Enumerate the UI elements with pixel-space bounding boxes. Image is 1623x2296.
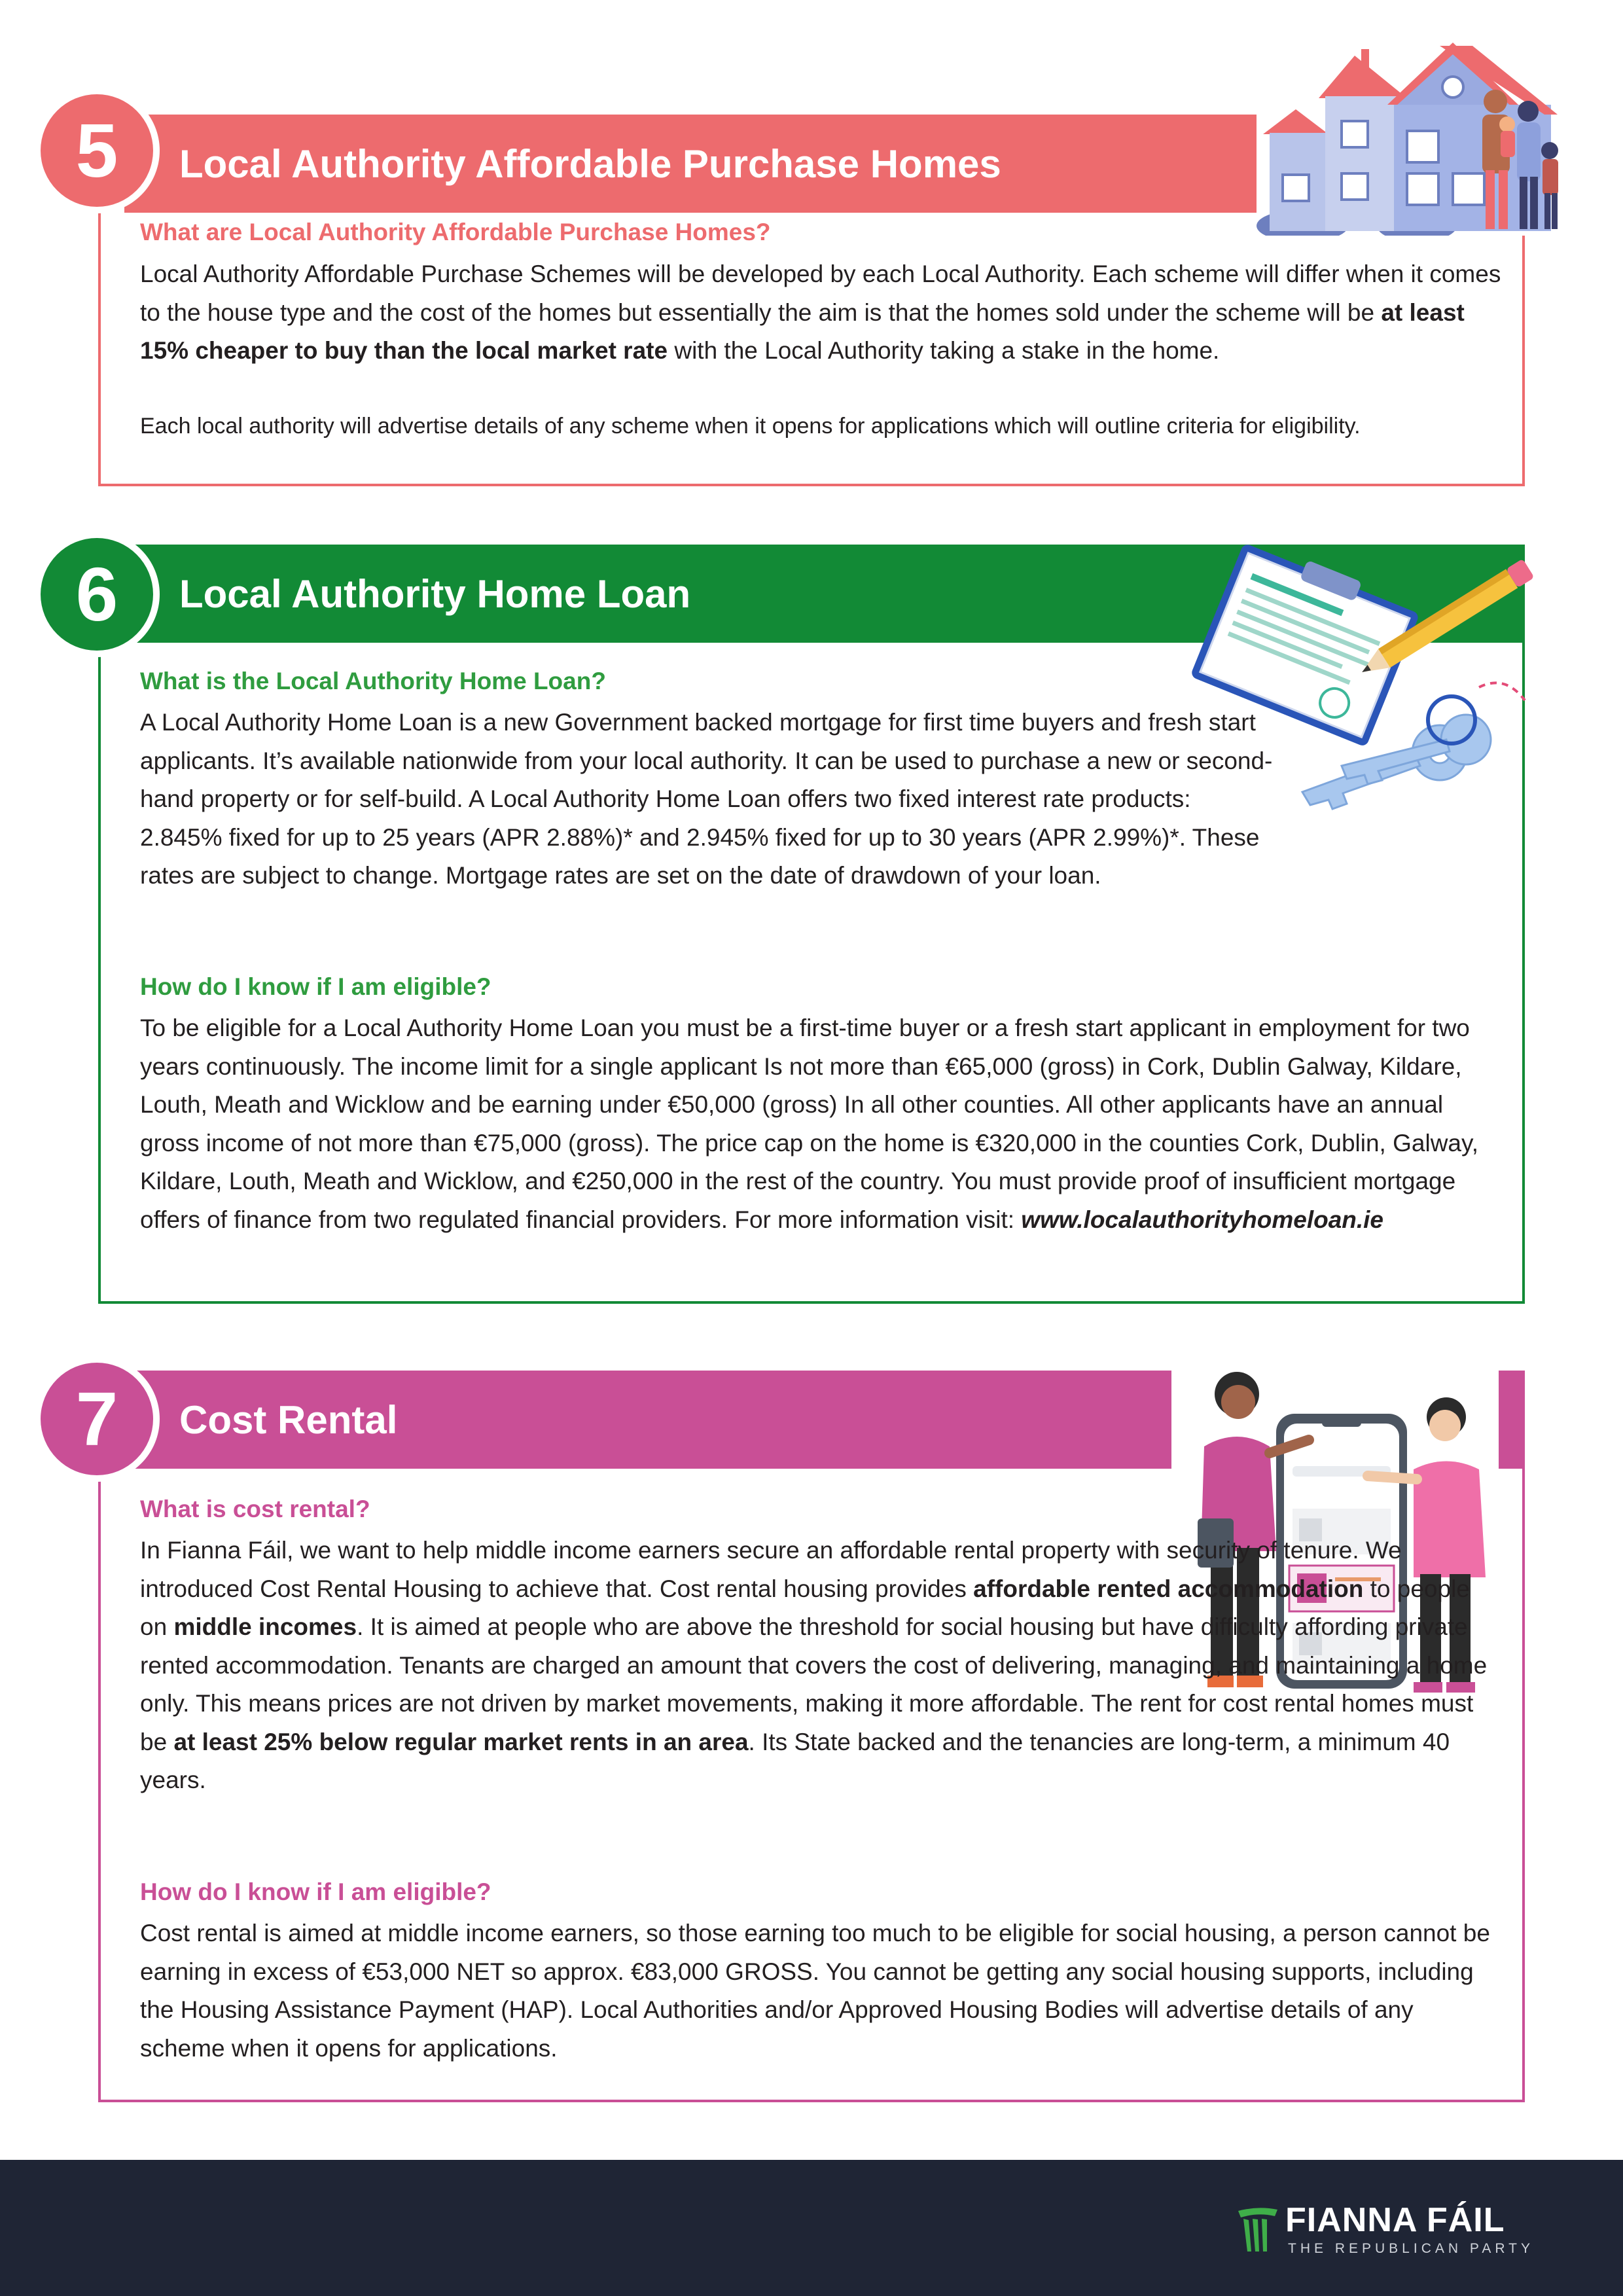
family-house-illustration: [1257, 36, 1571, 236]
section-5-question: What are Local Authority Affordable Purchase Homes?: [140, 219, 771, 245]
section-6-paragraph-what: A Local Authority Home Loan is a new Government backed mortgage for first time buyers and fresh start applicants. It’s available nationwide from your local authority. It can be used to purchase a new or second-hand property or for self-build. A Local Authority Home Loan offers two fixed interest rate products: 2.845% fixed for up to 25 years (APR 2.88%)* and 2.945% fixed for up to 30 years (APR 2.99%)*. These rates are subject to change. Mortgage rates are set on the date of drawdown of your loan.: [140, 709, 1273, 889]
section-6-number-badge: 6: [41, 538, 153, 651]
logo-party-name: FIANNA FÁIL: [1285, 2201, 1505, 2239]
section-5-banner: [124, 115, 1276, 213]
section-6-question-what: What is the Local Authority Home Loan?: [140, 668, 606, 694]
section-7-number-badge: 7: [41, 1363, 153, 1475]
section-7-question-eligible: How do I know if I am eligible?: [140, 1878, 491, 1905]
section-6-title: Local Authority Home Loan: [179, 571, 691, 616]
logo-tagline: THE REPUBLICAN PARTY: [1288, 2241, 1534, 2256]
section-5-note: Each local authority will advertise details of any scheme when it opens for applications which will outline criteria for eligibility.: [140, 414, 1361, 439]
section-7-question-what: What is cost rental?: [140, 1496, 370, 1522]
section-5-title: Local Authority Affordable Purchase Homes: [179, 141, 1001, 186]
section-5-number-badge: 5: [41, 94, 153, 207]
page-footer: [0, 2160, 1623, 2296]
party-logo-icon: [1238, 2206, 1279, 2253]
section-7-title: Cost Rental: [179, 1397, 398, 1442]
section-7-paragraph-eligible: Cost rental is aimed at middle income earners, so those earning too much to be eligible for social housing, a person cannot be earning in excess of €53,000 NET so approx. €83,000 GROSS. You cannot be getting any social housing supports, including the Housing Assistance Payment (HAP). Local Authorities and/or Approved Housing Bodies will advertise details of any scheme when it opens for applications.: [140, 1920, 1490, 2062]
section-6-question-eligible: How do I know if I am eligible?: [140, 973, 491, 1000]
section-7-paragraph-what: In Fianna Fáil, we want to help middle income earners secure an affordable rental property with security of tenure. We introduced Cost Rental Housing to achieve that. Cost rental housing provides affordable rented accommodation to people on middle incomes. It is aimed at people who are above the threshold for social housing but have difficulty affording private rented accommodation. Tenants are charged an amount that covers the cost of delivering, managing, and maintaining a home only. This means prices are not driven by market movements, making it more affordable. The rent for cost rental homes must be at least 25% below regular market rents in an area. Its State backed and the tenancies are long-term, a minimum 40 years.: [140, 1537, 1488, 1793]
section-5-paragraph: Local Authority Affordable Purchase Schemes will be developed by each Local Authority. Each scheme will differ when it comes to the house type and the cost of the homes but essentially the aim is that the homes sold under the scheme will be at least 15% cheaper to buy than the local market rate with the Local Authority taking a stake in the home.: [140, 260, 1501, 364]
section-6-paragraph-eligible: To be eligible for a Local Authority Home Loan you must be a first-time buyer or a fresh start applicant in employment for two years continuously. The income limit for a single applicant Is not more than €65,000 (gross) in Cork, Dublin Galway, Kildare, Louth, Meath and Wicklow and be earning under €50,000 (gross) In all other counties. All other applicants have an annual gross income of not more than €75,000 (gross). The price cap on the home is €320,000 in the counties Cork, Dublin, Galway, Kildare, Louth, Meath and Wicklow, and €250,000 in the rest of the country. You must provide proof of insufficient mortgage offers of finance from two regulated financial providers. For more information visit: www.localauthorityhomeloan.ie: [140, 1014, 1479, 1233]
fianna-fail-logo: [1238, 2201, 1534, 2261]
home-loan-website-link[interactable]: www.localauthorityhomeloan.ie: [1021, 1206, 1384, 1233]
